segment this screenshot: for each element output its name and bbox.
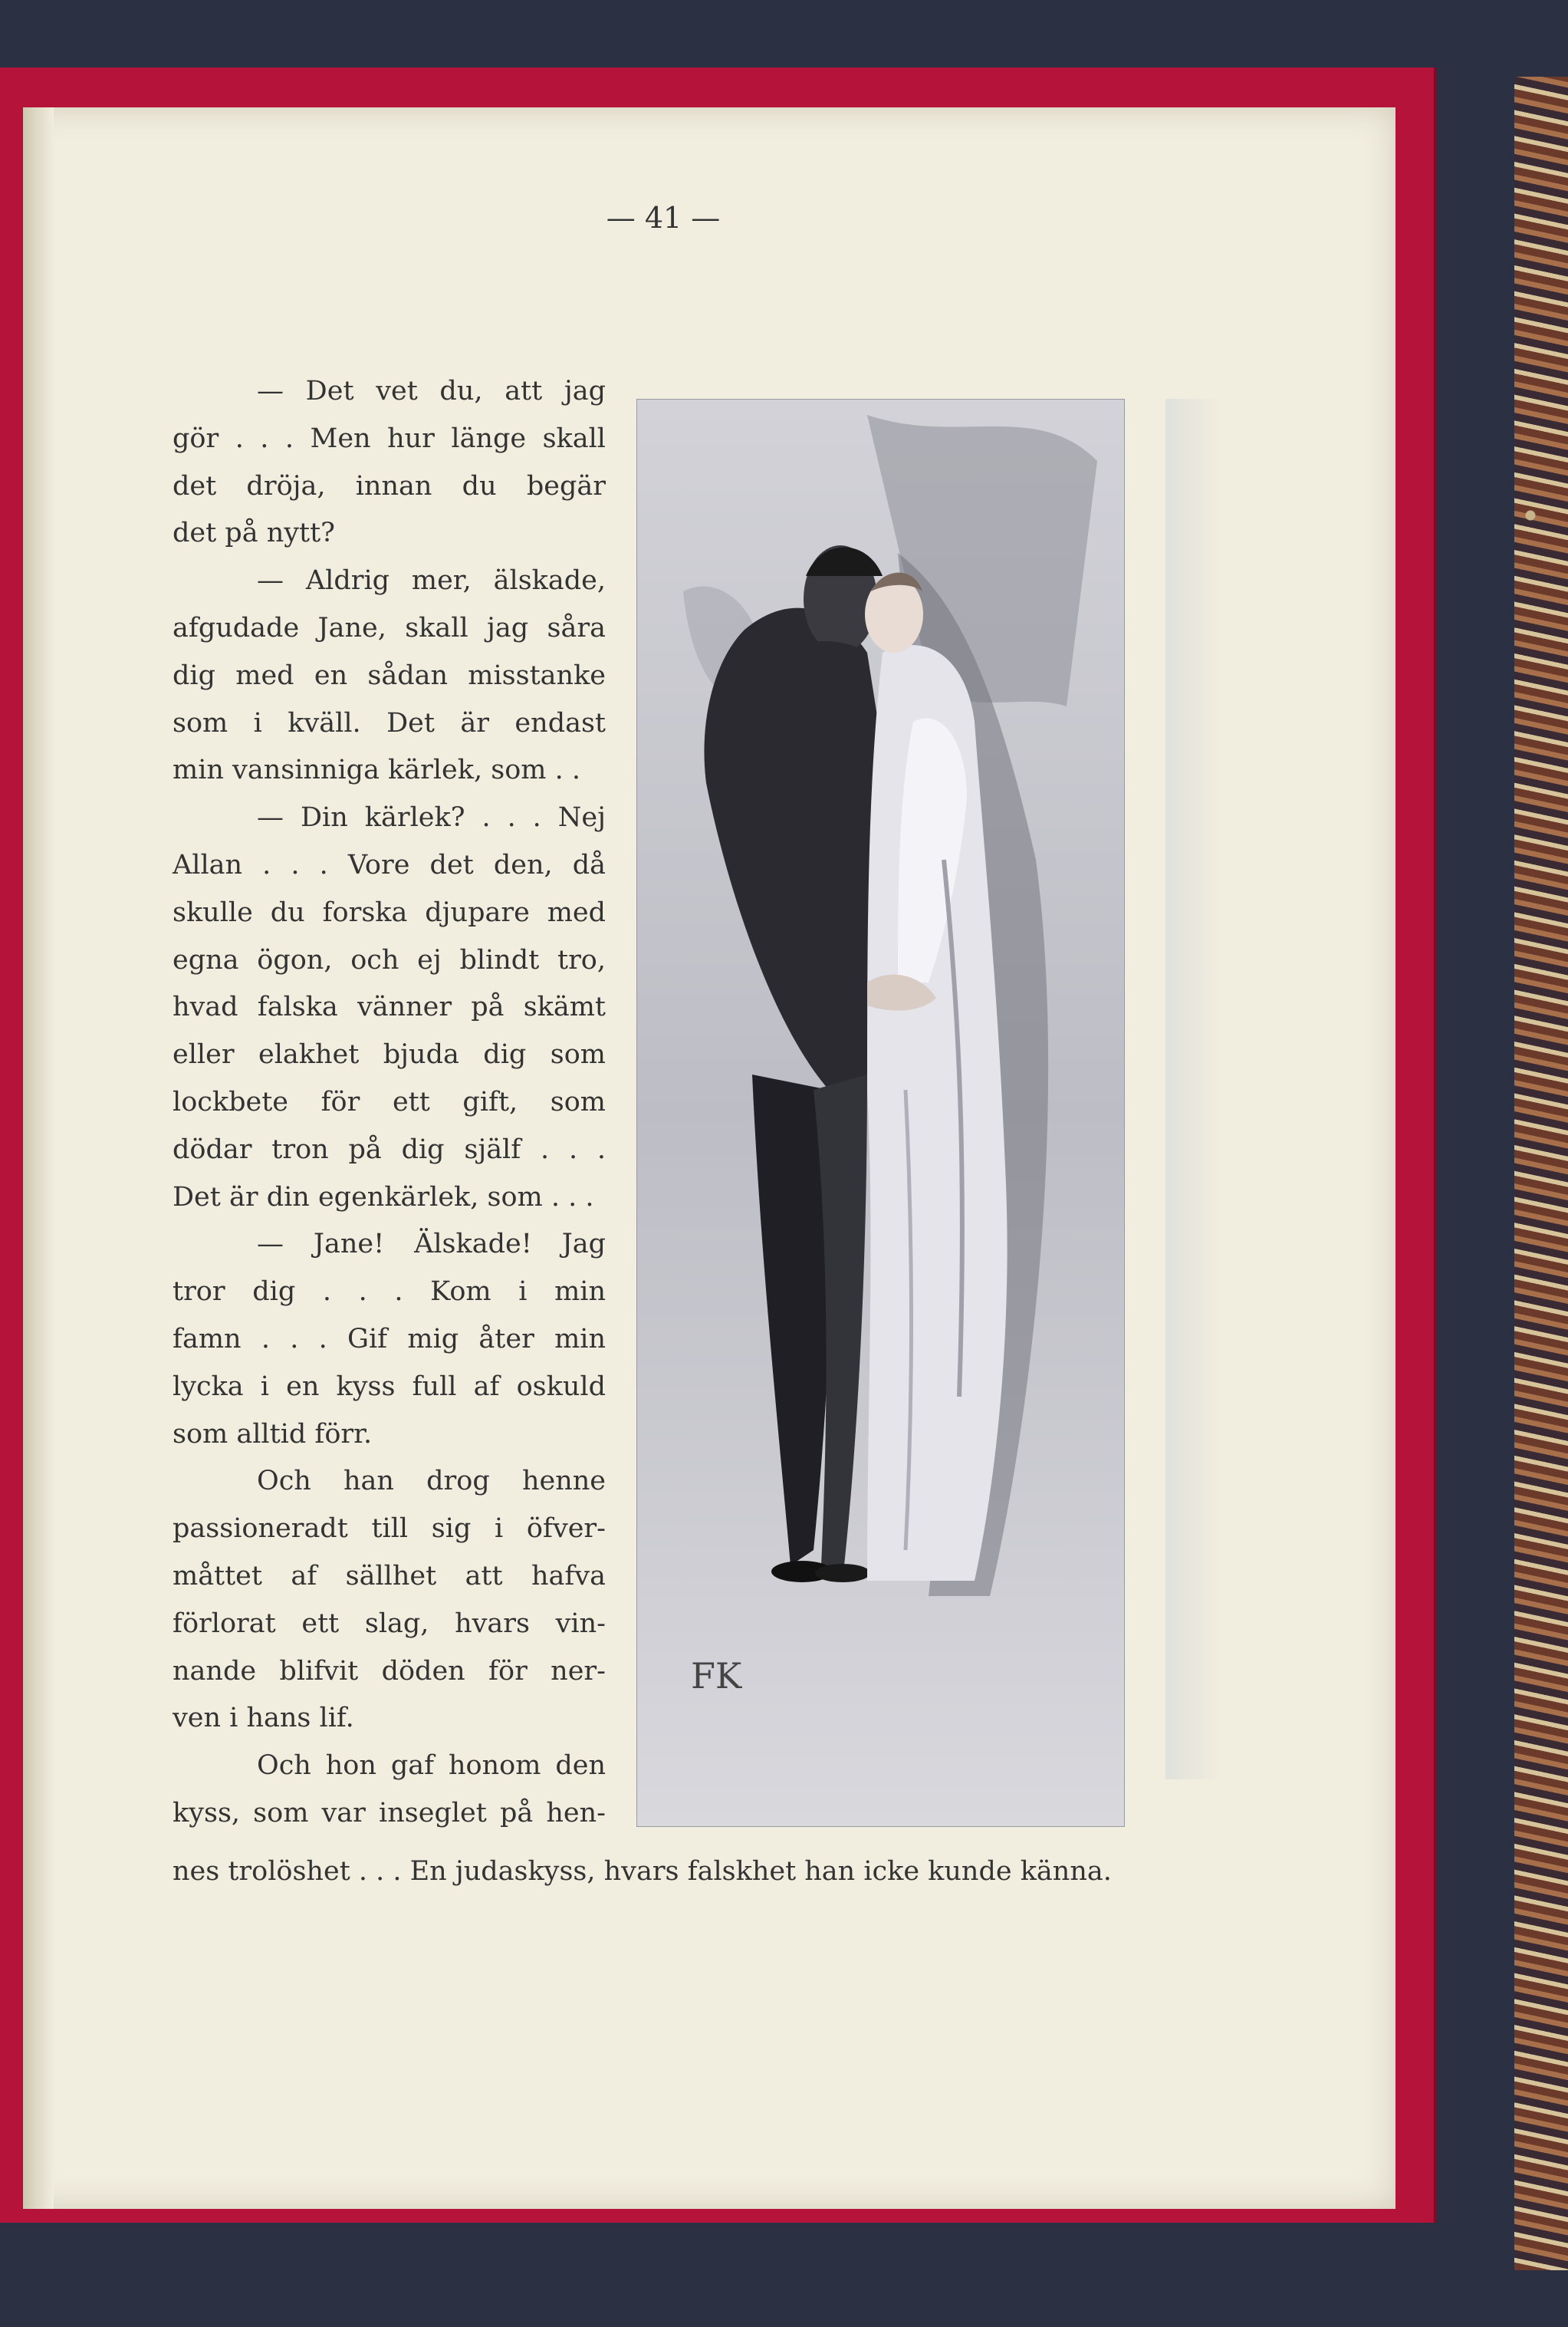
text-line: hvad falska vänner på skämt: [173, 992, 606, 1023]
embracing-couple-illustration: [636, 399, 1125, 1827]
text-line: min vansinniga kärlek, som . .: [173, 755, 580, 786]
page-number: — 41 —: [606, 201, 721, 235]
text-line: förlorat ett slag, hvars vin-: [173, 1608, 606, 1639]
text-line: famn . . . Gif mig åter min: [173, 1323, 606, 1354]
text-line: — Din kärlek? . . . Nej: [257, 802, 606, 834]
final-text-line: nes trolöshet . . . En judaskyss, hvars falskhet han icke kunde känna.: [173, 1856, 1112, 1887]
text-line: nande blifvit döden för ner-: [173, 1655, 606, 1687]
text-line: som alltid förr.: [173, 1418, 373, 1450]
text-line: eller elakhet bjuda dig som: [173, 1039, 606, 1071]
text-line: Och han drog henne: [257, 1466, 606, 1497]
text-line: dödar tron på dig själf . . .: [173, 1134, 606, 1165]
illustration-drawing: [637, 400, 1124, 1826]
artist-monogram: FK: [691, 1655, 742, 1697]
text-line: passioneradt till sig i öfver-: [173, 1513, 606, 1545]
show-through-ink: [1165, 399, 1219, 1779]
text-line: afgudade Jane, skall jag såra: [173, 612, 606, 643]
text-line: egna ögon, och ej blindt tro,: [173, 944, 606, 976]
text-line: ven i hans lif.: [173, 1703, 354, 1734]
text-line: som i kväll. Det är endast: [173, 707, 606, 739]
text-line: tror dig . . . Kom i min: [173, 1276, 606, 1308]
text-line: kyss, som var inseglet på hen-: [173, 1797, 606, 1828]
body-text-column: [173, 368, 606, 1838]
text-line: — Jane! Älskade! Jag: [257, 1229, 606, 1260]
text-line: det på nytt?: [173, 518, 335, 549]
text-line: gör . . . Men hur länge skall: [173, 423, 606, 454]
text-line: Och hon gaf honom den: [257, 1750, 606, 1782]
text-line: Allan . . . Vore det den, då: [173, 849, 606, 880]
marbled-page-edge: [1514, 77, 1568, 2270]
text-line: Det är din egenkärlek, som . . .: [173, 1181, 594, 1213]
text-line: lycka i en kyss full af oskuld: [173, 1371, 606, 1402]
gutter-shadow: [23, 107, 54, 2209]
text-line: måttet af sällhet att hafva: [173, 1560, 606, 1591]
text-line: skulle du forska djupare med: [173, 897, 606, 928]
text-line: lockbete för ett gift, som: [173, 1086, 606, 1117]
text-line: det dröja, innan du begär: [173, 470, 606, 502]
text-line: dig med en sådan misstanke: [173, 660, 606, 691]
text-line: — Det vet du, att jag: [257, 376, 606, 406]
text-line: — Aldrig mer, älskade,: [257, 565, 606, 597]
